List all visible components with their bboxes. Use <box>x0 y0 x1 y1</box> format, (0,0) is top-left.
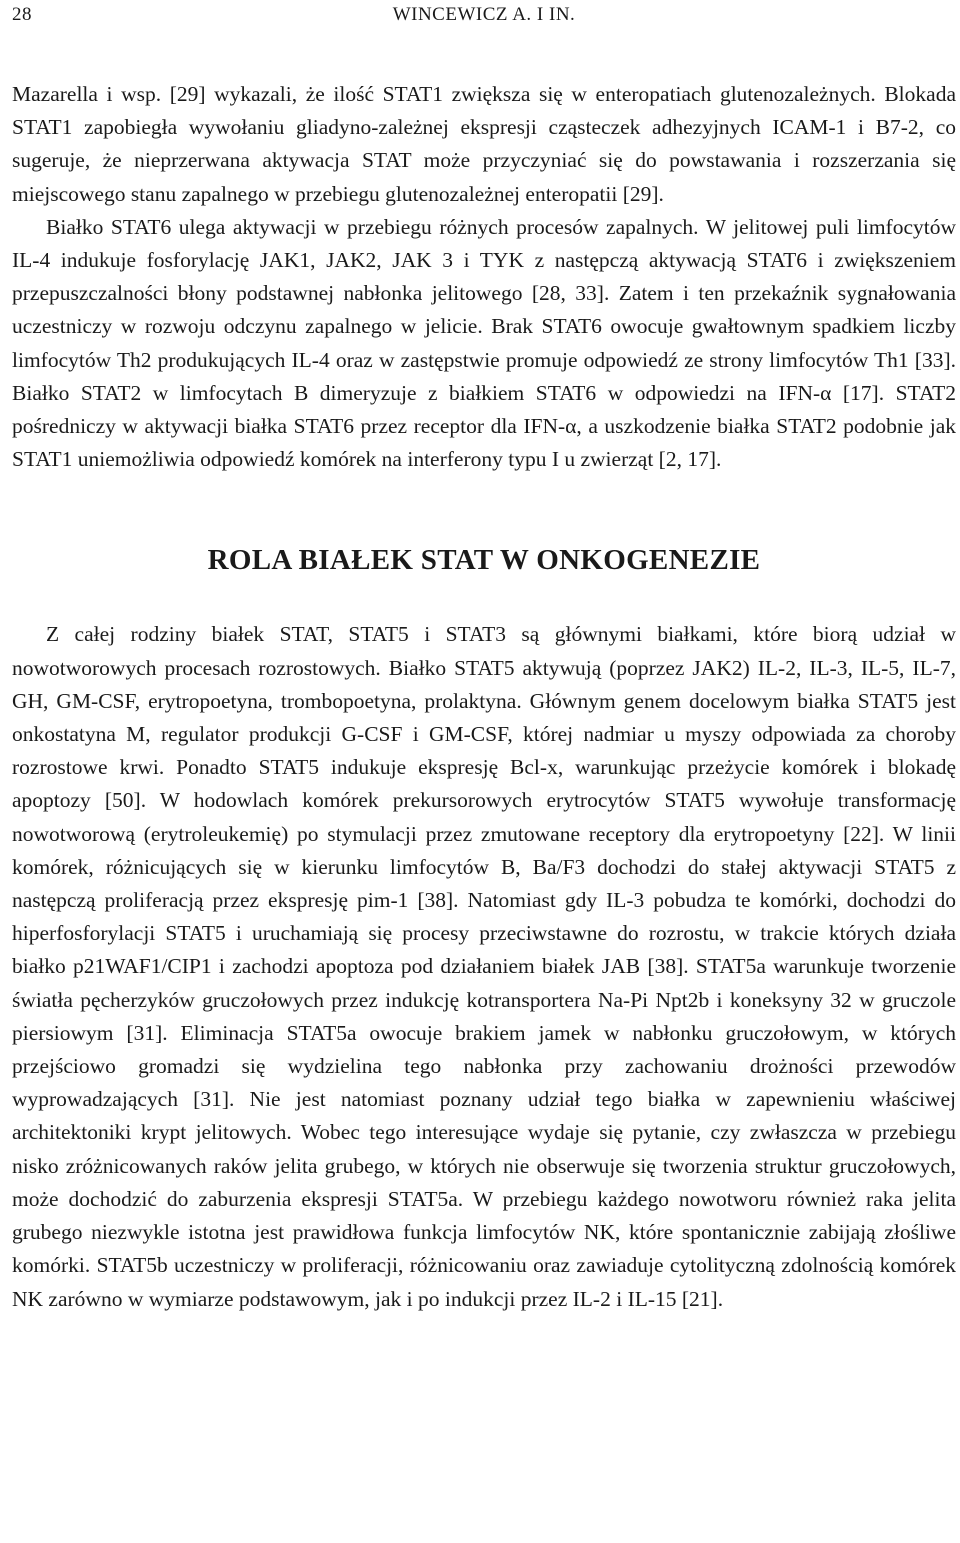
running-header <box>12 0 956 40</box>
document-page <box>12 0 956 1316</box>
page-number: 28 <box>12 4 32 25</box>
paragraph-stat1-enteropathy: Mazarella i wsp. [29] wykazali, że ilość STAT1 zwiększa się w enteropatiach glutenozależnych. Blokada STAT1 zapobiegła wywołaniu gliadyno-zależnej ekspresji cząsteczek adhezyjnych ICAM-1 i B7-2, co sugeruje, że nieprzerwana aktywacja STAT może przyczyniać się do powstawania i rozszerzania się miejscowego stanu zapalnego w przebiegu glutenozależnej enteropatii [29]. <box>12 82 956 206</box>
paragraph-stat6-inflammation: Białko STAT6 ulega aktywacji w przebiegu różnych procesów zapalnych. W jelitowej puli limfocytów IL-4 indukuje fosforylację JAK1, JAK2, JAK 3 i TYK z następczą aktywacją STAT6 i zwiększeniem przepuszczalności błony podstawnej nabłonka jelitowego [28, 33]. Zatem i ten przekaźnik sygnałowania uczestniczy w rozwoju odczynu zapalnego w jelicie. Brak STAT6 owocuje gwałtownym spadkiem liczby limfocytów Th2 produkujących IL-4 oraz w zastępstwie promuje odpowiedź ze strony limfocytów Th1 [33]. Białko STAT2 w limfocytach B dimeryzuje z białkiem STAT6 w odpowiedzi na IFN-α [17]. STAT2 pośredniczy w aktywacji białka STAT6 przez receptor dla IFN-α, a uszkodzenie białka STAT2 podobnie jak STAT1 uniemożliwia odpowiedź komórek na interferony typu I u zwierząt [2, 17]. <box>12 214 956 472</box>
section-heading: ROLA BIAŁEK STAT W ONKOGENEZIE <box>207 544 761 577</box>
running-title: WINCEWICZ A. I IN. <box>392 4 576 25</box>
paragraph-stat-oncogenesis: Z całej rodziny białek STAT, STAT5 i STAT3 są głównymi białkami, które biorą udział w nowotworowych procesach rozrostowych. Białko STAT5 aktywują (poprzez JAK2) IL-2, IL-3, IL-5, IL-7, GH, GM-CSF, erytropoetyna, trombopoetyna, prolaktyna. Głównym genem docelowym białka STAT5 jest onkostatyna M, regulator produkcji G-CSF i GM-CSF, której nadmiar u myszy odpowiada za choroby rozrostowe krwi. Ponadto STAT5 indukuje ekspresję Bcl-x, warunkując przeżycie komórek i blokadę apoptozy [50]. W hodowlach komórek prekursorowych erytrocytów STAT5 wywołuje transformację nowotworową (erytroleukemię) po stymulacji przez zmutowane receptory dla erytropoetyny [22]. W linii komórek, różnicujących się w kierunku limfocytów B, Ba/F3 dochodzi do stałej aktywacji STAT5 z następczą proliferacją przez ekspresję pim-1 [38]. Natomiast gdy IL-3 pobudza te komórki, dochodzi do hiperfosforylacji STAT5 i uruchamiają się procesy przeciwstawne do rozrostu, w trakcie których działa białko p21WAF1/CIP1 i zachodzi apoptoza pod działaniem białek JAB [38]. STAT5a warunkuje tworzenie światła pęcherzyków gruczołowych przez indukcję kotransportera Na-Pi Npt2b i koneksyny 32 w gruczole piersiowym [31]. Eliminacja STAT5a owocuje brakiem jamek w nabłonku gruczołowym, w których przejściowo gromadzi się wydzielina tego nabłonka przy zachowaniu drożności przewodów wyprowadzających [31]. Nie jest natomiast poznany udział tego białka w zapewnieniu właściwej architektoniki krypt jelitowych. Wobec tego interesujące wydaje się pytanie, czy zwłaszcza w przebiegu nisko zróżnicowanych raków jelita grubego, w których nie obserwuje się tworzenia struktur gruczołowych, może dochodzić do zaburzenia ekspresji STAT5a. W przebiegu każdego nowotworu również raka jelita grubego niezwykle istotna jest prawidłowa funkcja limfocytów NK, które spontanicznie zabijają złośliwe komórki. STAT5b uczestniczy w proliferacji, różnicowaniu oraz zawiaduje cytolityczną zdolnością komórek NK zarówno w wymiarze podstawowym, jak i po indukcji przez IL-2 i IL-15 [21]. <box>12 622 956 1311</box>
